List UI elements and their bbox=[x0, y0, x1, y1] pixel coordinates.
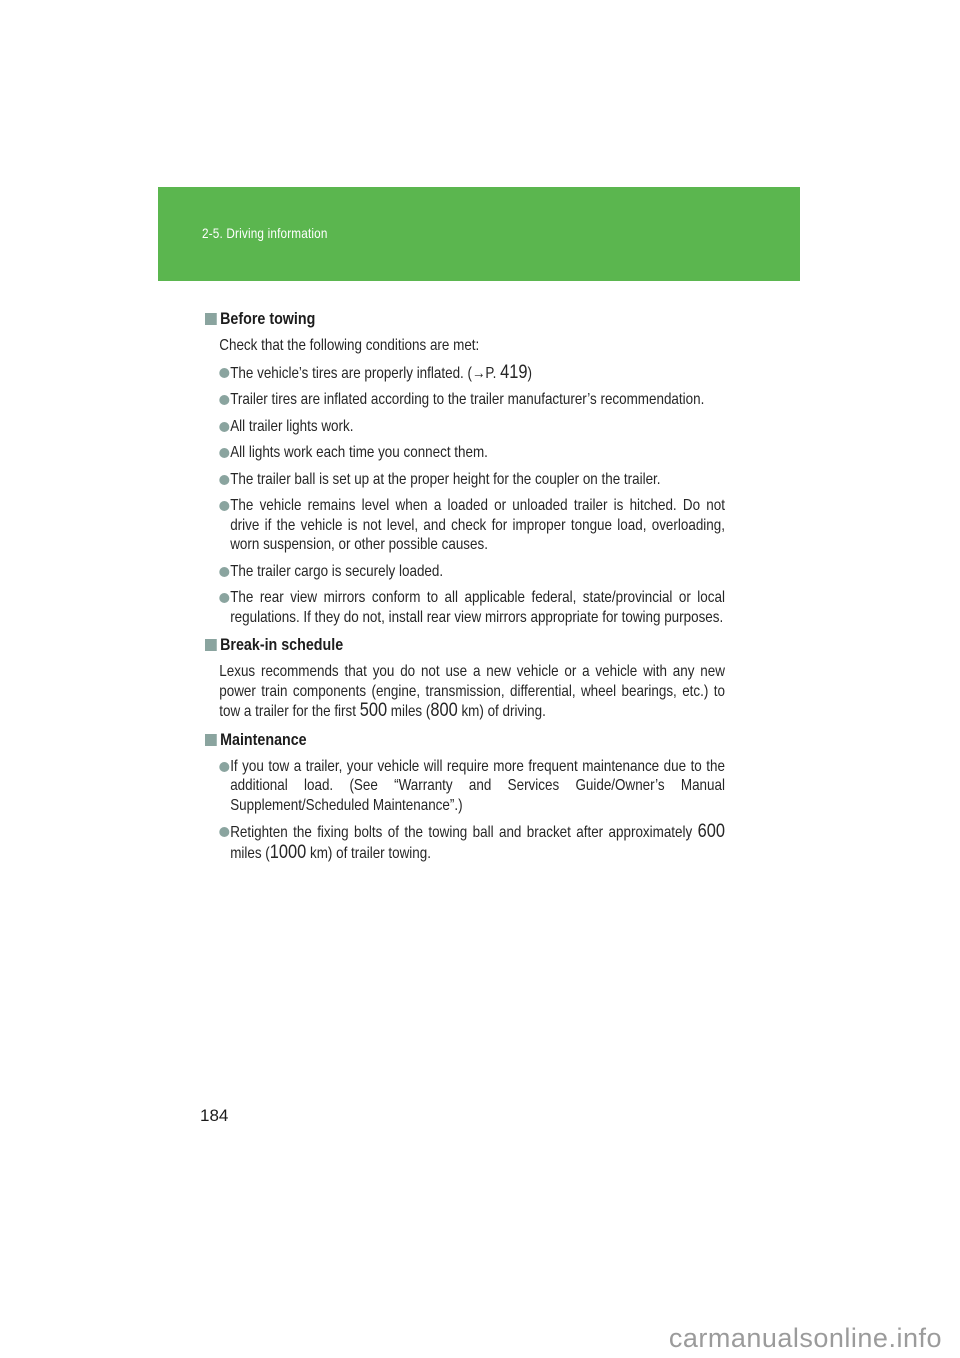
section-break-in-schedule bbox=[205, 635, 725, 722]
list-item bbox=[205, 562, 725, 582]
list-item bbox=[205, 757, 725, 816]
section-title bbox=[205, 309, 725, 329]
breadcrumb: 2-5. Driving information bbox=[202, 225, 328, 241]
section-before-towing bbox=[205, 309, 725, 627]
paragraph: Lexus recommends that you do not use a new vehicle or a vehicle with any new power train components (engine, transmission, differential, wheel bearings, etc.) to tow a trailer for the first 500 miles (800 km) of driving. bbox=[219, 663, 725, 721]
circle-bullet-icon bbox=[219, 475, 229, 485]
list-item bbox=[205, 822, 725, 863]
circle-bullet-icon bbox=[219, 593, 229, 603]
section-title bbox=[205, 635, 725, 655]
section-maintenance bbox=[205, 730, 725, 864]
section-title bbox=[205, 730, 725, 750]
list-item-text: The vehicle’s tires are properly inflated. (→P. 419) bbox=[230, 360, 532, 383]
square-bullet-icon bbox=[205, 734, 217, 746]
circle-bullet-icon bbox=[219, 501, 229, 511]
circle-bullet-icon bbox=[219, 368, 229, 378]
list-item-text: The trailer cargo is securely loaded. bbox=[230, 562, 444, 580]
section-header-band bbox=[158, 187, 800, 281]
list-item-text: The trailer ball is set up at the proper height for the coupler on the trailer. bbox=[230, 470, 661, 488]
circle-bullet-icon bbox=[219, 567, 229, 577]
circle-bullet-icon bbox=[219, 762, 229, 772]
list-item bbox=[205, 496, 725, 555]
section-title-text: Maintenance bbox=[220, 729, 307, 749]
list-item bbox=[205, 390, 725, 410]
list-item-text: All lights work each time you connect them. bbox=[230, 444, 488, 461]
list-item bbox=[205, 588, 725, 627]
list-item-text: All trailer lights work. bbox=[230, 417, 354, 435]
list-item-text: If you tow a trailer, your vehicle will require more frequent maintenance due to the additional load. (See “Warranty and Services Guide/Owner’s Manual Supplement/Scheduled Maintenance”.) bbox=[230, 757, 725, 814]
page-content bbox=[205, 309, 725, 870]
circle-bullet-icon bbox=[219, 827, 229, 837]
circle-bullet-icon bbox=[219, 395, 229, 405]
circle-bullet-icon bbox=[219, 422, 229, 432]
list-item-text: Trailer tires are inflated according to the trailer manufacturer’s recommendation. bbox=[230, 391, 705, 408]
circle-bullet-icon bbox=[219, 448, 229, 458]
page-number: 184 bbox=[200, 1106, 229, 1125]
square-bullet-icon bbox=[205, 313, 217, 325]
paragraph: Check that the following conditions are met: bbox=[219, 337, 480, 354]
section-title-text: Before towing bbox=[220, 309, 316, 328]
list-item bbox=[205, 417, 725, 437]
list-item-text: The rear view mirrors conform to all applicable federal, state/provincial or local regulations. If they do not, install rear view mirrors appropriate for towing purposes. bbox=[230, 589, 725, 626]
watermark: carmanualsonline.info bbox=[668, 1323, 942, 1353]
list-item-text: The vehicle remains level when a loaded or unloaded trailer is hitched. Do not drive if the vehicle is not level, and check for improper tongue load, overloading, worn suspension, or other possible causes. bbox=[230, 497, 725, 553]
list-item bbox=[205, 360, 725, 384]
list-item-text: Retighten the fixing bolts of the towing ball and bracket after approximately 600 miles (1000 km) of trailer towing. bbox=[230, 820, 725, 863]
list-item bbox=[205, 470, 725, 490]
square-bullet-icon bbox=[205, 639, 217, 651]
list-item bbox=[205, 443, 725, 463]
section-title-text: Break-in schedule bbox=[220, 635, 344, 654]
